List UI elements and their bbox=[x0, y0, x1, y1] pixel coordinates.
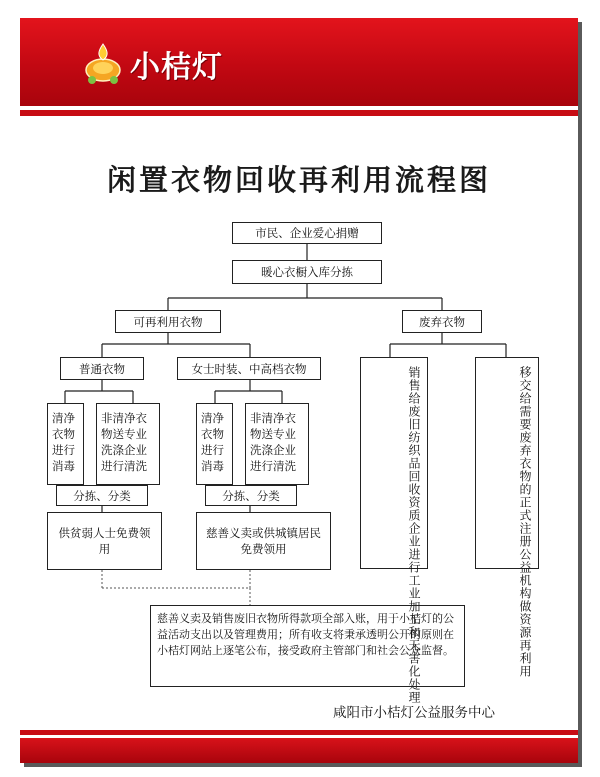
footer-stripe bbox=[20, 730, 578, 735]
dirty-right-box: 非清净衣物送专业洗涤企业进行清洗 bbox=[245, 403, 309, 485]
classify-right-box: 分拣、分类 bbox=[205, 485, 297, 506]
dirty-left-box: 非清净衣物送专业洗涤企业进行清洗 bbox=[96, 403, 160, 485]
organization-name: 咸阳市小桔灯公益服务中心 bbox=[333, 705, 495, 721]
donation-box: 市民、企业爱心捐赠 bbox=[232, 222, 382, 244]
discard-sell-text: 销售给废旧纺织品回收资质企业进行工业加工和无害化处理 bbox=[407, 366, 421, 704]
reusable-box: 可再利用衣物 bbox=[115, 310, 221, 333]
discard-transfer-text: 移交给需要废弃衣物的正式注册公益机构做资源再利用 bbox=[518, 366, 532, 678]
result-left-box: 供贫弱人士免费领用 bbox=[47, 512, 162, 570]
ordinary-box: 普通衣物 bbox=[60, 357, 144, 380]
classify-left-box: 分拣、分类 bbox=[56, 485, 148, 506]
footer-band bbox=[20, 738, 578, 763]
page-title: 闲置衣物回收再利用流程图 bbox=[106, 163, 491, 197]
clean-right-box: 清净衣物进行消毒 bbox=[196, 403, 233, 485]
discard-box: 废弃衣物 bbox=[402, 310, 482, 333]
poster-page bbox=[20, 18, 578, 763]
discard-transfer-box bbox=[475, 357, 539, 678]
brand-name: 小桔灯 bbox=[130, 50, 223, 85]
premium-box: 女士时装、中高档衣物 bbox=[177, 357, 321, 380]
discard-sell-box bbox=[360, 357, 428, 704]
result-right-box: 慈善义卖或供城镇居民免费领用 bbox=[196, 512, 331, 570]
funds-note: 慈善义卖及销售废旧衣物所得款项全部入账，用于小桔灯的公益活动支出以及管理费用；所有收支将秉承透明公开的原则在小桔灯网站上逐笔公布，接受政府主管部门和社会公众监督。 bbox=[150, 605, 465, 687]
clean-left-box: 清净衣物进行消毒 bbox=[47, 403, 84, 485]
sorting-box: 暖心衣橱入库分拣 bbox=[232, 260, 382, 284]
